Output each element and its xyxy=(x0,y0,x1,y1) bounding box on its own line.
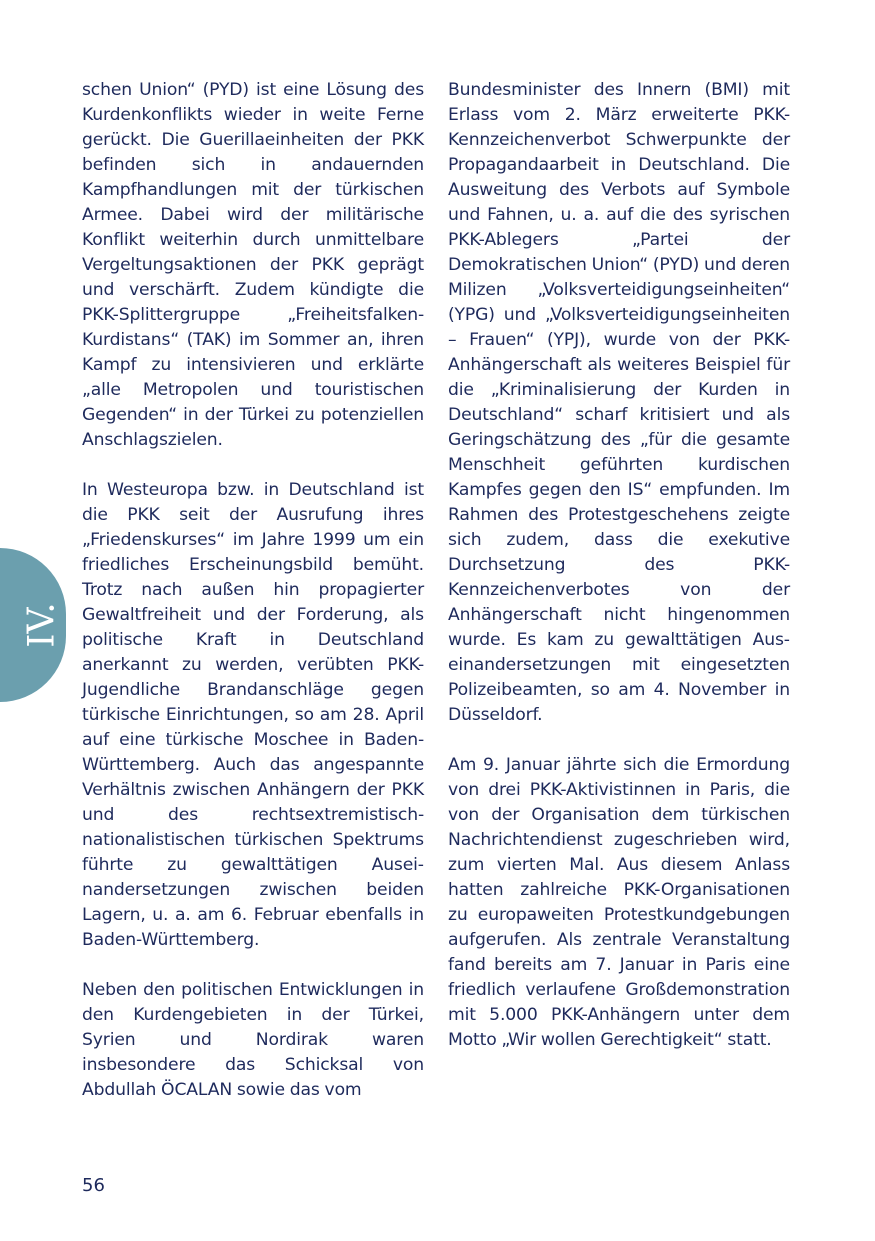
right-column xyxy=(448,78,790,1053)
chapter-label: IV. xyxy=(21,602,63,648)
left-paragraph-2: In Westeuropa bzw. in Deutschland ist die PKK seit der Ausrufung ihres „Friedenskurses“ im Jahre 1999 um ein friedliches Erscheinungsbild bemüht. Trotz nach außen hin propagierter Gewaltfreiheit und der Forderung, als politische Kraft in Deutschland anerkannt zu werden, verübten PKK-Jugendliche Brandanschläge gegen türkische Einrichtungen, so am 28. April auf eine türkische Moschee in Baden-Württemberg. Auch das angespannte Verhältnis zwischen Anhängern der PKK und des rechtsextremistisch-nationalistischen türkischen Spektrums führte zu gewalttätigen Auseinandersetzungen zwischen beiden Lagern, u. a. am 6. Februar ebenfalls in Baden-Württemberg. xyxy=(82,480,424,950)
left-column xyxy=(82,78,424,1103)
right-paragraph-2: Am 9. Januar jährte sich die Ermordung von drei PKK-Aktivistinnen in Paris, die von der Organisation dem türkischen Nachrichtendienst zugeschrieben wird, zum vierten Mal. Aus diesem Anlass hatten zahlreiche PKK-Organisationen zu europaweiten Protestkundgebungen aufgerufen. Als zentrale Veranstaltung fand bereits am 7. Januar in Paris eine friedlich verlaufene Großdemonstration mit 5.000 PKK-Anhängern unter dem Motto „Wir wollen Gerechtigkeit“ statt. xyxy=(448,755,790,1050)
left-paragraph-3: Neben den politischen Entwicklungen in den Kurdengebieten in der Türkei, Syrien und Nordirak waren insbesondere das Schicksal von Abdullah ÖCALAN sowie das vom xyxy=(82,980,424,1100)
page-number: 56 xyxy=(82,1175,105,1196)
left-paragraph-1: schen Union“ (PYD) ist eine Lösung des Kurdenkonflikts wieder in weite Ferne gerückt. Die Guerillaeinheiten der PKK befinden sich in andauernden Kampfhandlungen mit der türkischen Armee. Dabei wird der militärische Konflikt weiterhin durch unmittelbare Vergeltungsaktionen der PKK geprägt und verschärft. Zudem kündigte die PKK-Splittergruppe „Freiheitsfalken-Kurdistans“ (TAK) im Sommer an, ihren Kampf zu intensivieren und erklärte „alle Metropolen und touristischen Gegenden“ in der Türkei zu potenziellen Anschlagszielen. xyxy=(82,80,424,450)
right-paragraph-1: Bundesminister des Innern (BMI) mit Erlass vom 2. März erweiterte PKK-Kennzeichenverbot Schwerpunkte der Propagandaarbeit in Deutschland. Die Ausweitung des Verbots auf Symbole und Fahnen, u. a. auf die des syrischen PKK-Ablegers „Partei der Demokratischen Union“ (PYD) und deren Milizen „Volksverteidigungseinheiten“ (YPG) und „Volksverteidigungseinheiten – Frauen“ (YPJ), wurde von der PKK-Anhängerschaft als weiteres Beispiel für die „Kriminalisierung der Kurden in Deutschland“ scharf kritisiert und als Geringschätzung des „für die gesamte Menschheit geführten kurdischen Kampfes gegen den IS“ empfunden. Im Rahmen des Protestgeschehens zeigte sich zudem, dass die exekutive Durchsetzung des PKK-Kennzeichenverbotes von der Anhängerschaft nicht hingenommen wurde. Es kam zu gewalttätigen Auseinandersetzungen mit eingesetzten Polizeibeamten, so am 4. November in Düsseldorf. xyxy=(448,80,790,725)
